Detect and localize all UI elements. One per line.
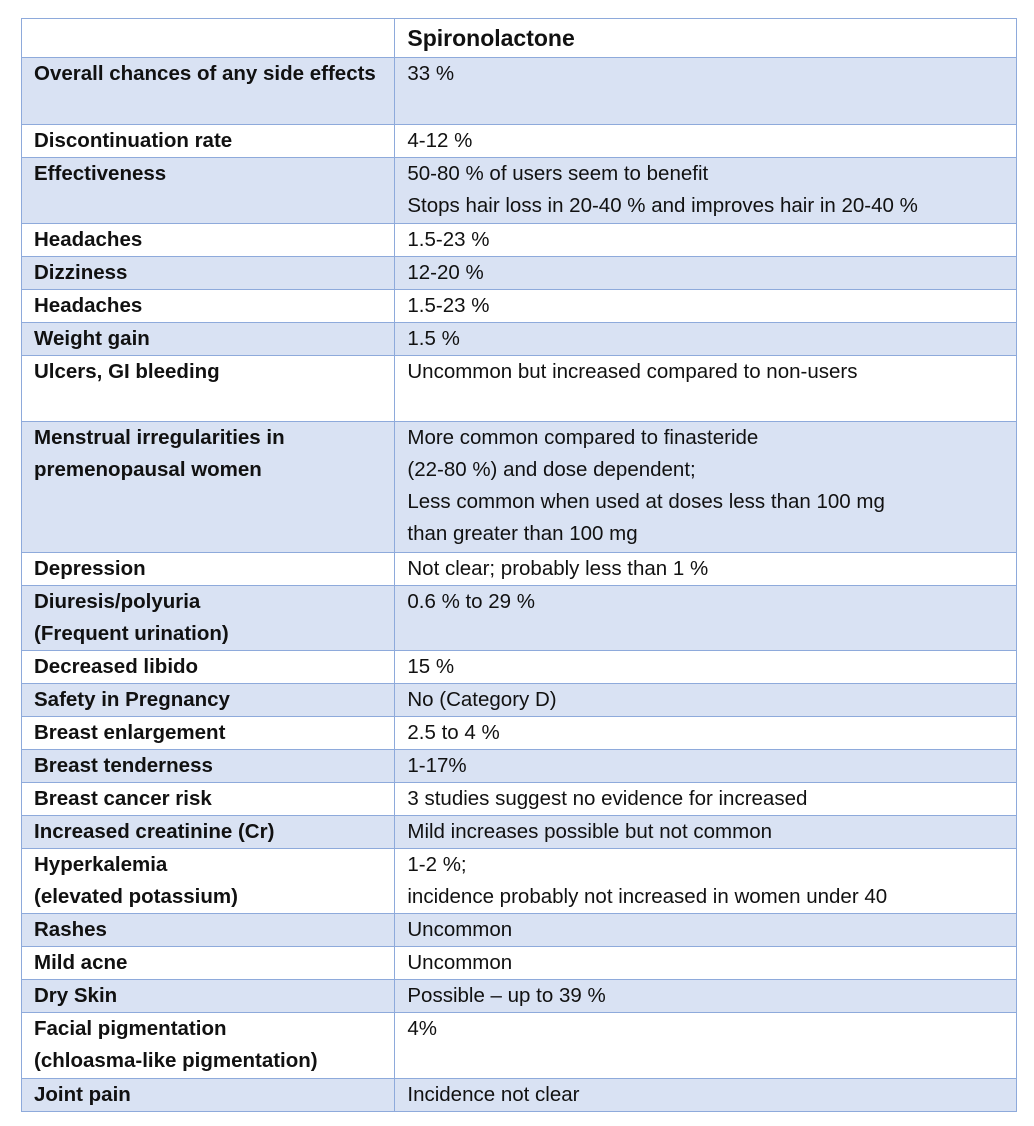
table-row [22, 816, 1017, 849]
row-label [22, 125, 395, 158]
row-value-line: than greater than 100 mg [407, 522, 638, 545]
row-label-line: Hyperkalemia [34, 853, 168, 876]
row-label-line: Dry Skin [34, 984, 118, 1007]
header-corner-cell [22, 19, 395, 58]
table-row [22, 783, 1017, 816]
row-value [395, 125, 1017, 158]
row-label [22, 914, 395, 947]
row-label-line: Diuresis/polyuria [34, 590, 201, 613]
row-value [395, 158, 1017, 224]
table-row [22, 684, 1017, 717]
row-label-line: Increased creatinine (Cr) [34, 820, 275, 843]
row-value [395, 914, 1017, 947]
row-value-line: incidence probably not increased in women under 40 [407, 885, 888, 908]
row-value-line: 4-12 % [407, 129, 473, 152]
row-label-line: Discontinuation rate [34, 129, 233, 152]
table-row [22, 323, 1017, 356]
row-label-line: (elevated potassium) [34, 885, 238, 908]
row-value-line: Possible – up to 39 % [407, 984, 606, 1007]
row-label [22, 586, 395, 651]
row-value-line: Not clear; probably less than 1 % [407, 557, 709, 580]
row-label [22, 224, 395, 257]
table-row [22, 58, 1017, 125]
row-value [395, 980, 1017, 1013]
row-label-line: (chloasma-like pigmentation) [34, 1049, 318, 1072]
row-label-line: Effectiveness [34, 162, 167, 185]
row-label-line: Facial pigmentation [34, 1017, 227, 1040]
row-value-line: 1-2 %; [407, 853, 467, 876]
row-label-line: Headaches [34, 294, 143, 317]
row-value-line: No (Category D) [407, 688, 557, 711]
row-label [22, 717, 395, 750]
row-value [395, 947, 1017, 980]
table-row [22, 1079, 1017, 1112]
row-value-line: 1.5 % [407, 327, 460, 350]
table-row [22, 914, 1017, 947]
table-row [22, 224, 1017, 257]
row-label [22, 816, 395, 849]
row-value [395, 849, 1017, 914]
side-effects-table-wrapper [21, 18, 1017, 1112]
row-label-line: (Frequent urination) [34, 622, 229, 645]
row-label-line: Breast cancer risk [34, 787, 212, 810]
row-label-line: Decreased libido [34, 655, 199, 678]
row-label-line: Breast tenderness [34, 754, 213, 777]
row-value-line: More common compared to finasteride [407, 426, 759, 449]
row-value-line: Stops hair loss in 20-40 % and improves hair in 20-40 % [407, 194, 918, 217]
row-label-line: Menstrual irregularities in [34, 426, 285, 449]
row-value-line: Less common when used at doses less than 100 mg [407, 490, 885, 513]
row-value [395, 323, 1017, 356]
row-value-line: 2.5 to 4 % [407, 721, 500, 744]
row-value [395, 290, 1017, 323]
row-label-line: premenopausal women [34, 458, 262, 481]
row-label [22, 58, 395, 125]
row-value-line: 4% [407, 1017, 438, 1040]
row-label [22, 980, 395, 1013]
row-label-line: Mild acne [34, 951, 128, 974]
row-value-line: Uncommon [407, 951, 513, 974]
row-value-line: 3 studies suggest no evidence for increased [407, 787, 808, 810]
row-value-line: (22-80 %) and dose dependent; [407, 458, 696, 481]
row-label [22, 323, 395, 356]
row-value-line: Uncommon but increased compared to non-users [407, 360, 858, 383]
table-row [22, 717, 1017, 750]
row-value [395, 1013, 1017, 1079]
row-label [22, 422, 395, 553]
row-value-line: Mild increases possible but not common [407, 820, 772, 843]
table-row [22, 290, 1017, 323]
row-label-line: Dizziness [34, 261, 128, 284]
table-row [22, 1013, 1017, 1079]
row-label-line: Rashes [34, 918, 107, 941]
row-value [395, 651, 1017, 684]
row-label [22, 849, 395, 914]
row-label-line: Weight gain [34, 327, 150, 350]
row-label [22, 553, 395, 586]
row-label-line: Joint pain [34, 1083, 131, 1106]
table-header-row [22, 19, 1017, 58]
row-value-line: 12-20 % [407, 261, 484, 284]
row-label [22, 651, 395, 684]
row-value [395, 553, 1017, 586]
row-value [395, 224, 1017, 257]
row-value [395, 750, 1017, 783]
row-value [395, 783, 1017, 816]
row-value [395, 356, 1017, 422]
table-row [22, 158, 1017, 224]
row-label [22, 750, 395, 783]
row-label-line: Overall chances of any side effects [34, 62, 376, 85]
row-label-line: Ulcers, GI bleeding [34, 360, 220, 383]
table-row [22, 750, 1017, 783]
row-label [22, 290, 395, 323]
row-label [22, 684, 395, 717]
row-label [22, 783, 395, 816]
row-value [395, 422, 1017, 553]
row-value-line: 50-80 % of users seem to benefit [407, 162, 709, 185]
row-label-line: Headaches [34, 228, 143, 251]
table-row [22, 257, 1017, 290]
row-value-line: Uncommon [407, 918, 513, 941]
table-row [22, 422, 1017, 553]
row-value-line: Incidence not clear [407, 1083, 580, 1106]
row-label [22, 158, 395, 224]
table-row [22, 125, 1017, 158]
table-row [22, 849, 1017, 914]
row-label-line: Safety in Pregnancy [34, 688, 230, 711]
row-value [395, 816, 1017, 849]
row-value [395, 586, 1017, 651]
row-value-line: 1.5-23 % [407, 228, 490, 251]
table-row [22, 651, 1017, 684]
row-value-line: 33 % [407, 62, 455, 85]
table-row [22, 947, 1017, 980]
row-label [22, 1079, 395, 1112]
row-value [395, 684, 1017, 717]
row-value-line: 0.6 % to 29 % [407, 590, 536, 613]
row-value [395, 717, 1017, 750]
row-value [395, 58, 1017, 125]
row-value-line: 15 % [407, 655, 455, 678]
row-label [22, 257, 395, 290]
row-value-line: 1-17% [407, 754, 467, 777]
row-label-line: Depression [34, 557, 146, 580]
side-effects-table [21, 18, 1017, 1112]
row-label-line: Breast enlargement [34, 721, 226, 744]
row-label [22, 947, 395, 980]
row-value-line: 1.5-23 % [407, 294, 490, 317]
row-label [22, 356, 395, 422]
row-label [22, 1013, 395, 1079]
table-row [22, 980, 1017, 1013]
table-row [22, 553, 1017, 586]
header-drug-name: Spironolactone [395, 19, 1017, 58]
row-value [395, 257, 1017, 290]
row-value [395, 1079, 1017, 1112]
table-row [22, 356, 1017, 422]
table-row [22, 586, 1017, 651]
